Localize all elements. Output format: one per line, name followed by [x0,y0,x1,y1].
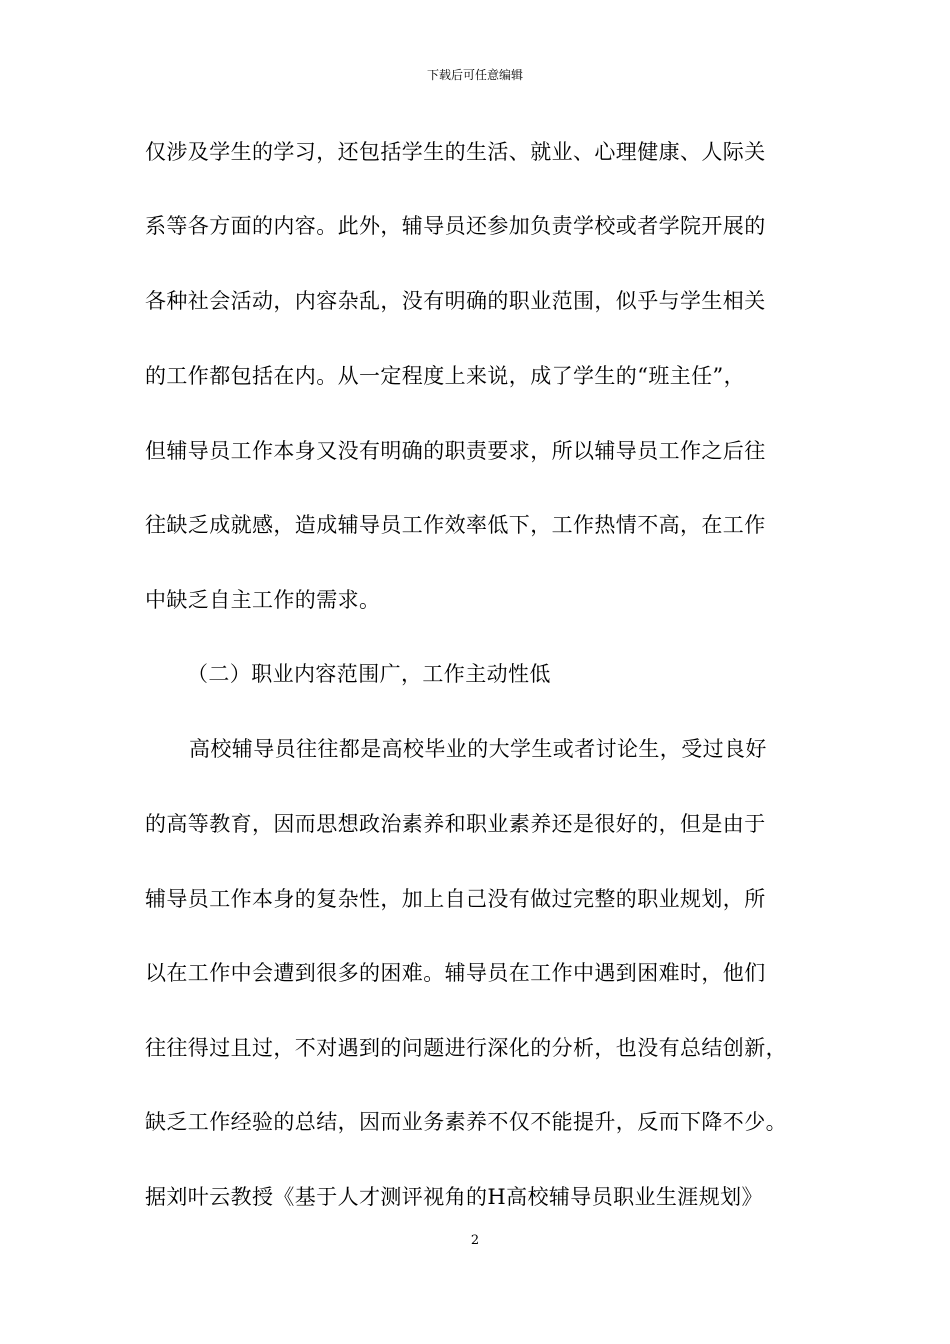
text-line: 往往得过且过，不对遇到的问题进行深化的分析，也没有总结创新， [145,1036,787,1060]
text-line: 的高等教育，因而思想政治素养和职业素养还是很好的，但是由于 [145,812,766,836]
text-line: 据刘叶云教授《基于人才测评视角的H高校辅导员职业生涯规划》 [145,1185,763,1209]
page-number: 2 [470,1233,480,1248]
text-line: 仅涉及学生的学习，还包括学生的生活、就业、心理健康、人际关 [145,140,766,164]
page-header: 下载后可任意编辑 [426,68,523,82]
text-line: 缺乏工作经验的总结，因而业务素养不仅不能提升，反而下降不少。 [145,1110,787,1134]
text-line: 中缺乏自主工作的需求。 [145,588,381,612]
section-heading: （二）职业内容范围广，工作主动性低 [187,662,551,686]
text-line: 但辅导员工作本身又没有明确的职责要求，所以辅导员工作之后往 [145,439,766,463]
text-line: 往缺乏成就感，造成辅导员工作效率低下，工作热情不高，在工作 [145,513,766,537]
text-line: 各种社会活动，内容杂乱，没有明确的职业范围，似乎与学生相关 [145,289,766,313]
text-line: 系等各方面的内容。此外，辅导员还参加负责学校或者学院开展的 [145,214,766,238]
text-line: 的工作都包括在内。从一定程度上来说，成了学生的“班主任”， [145,364,746,388]
text-line: 以在工作中会遭到很多的困难。辅导员在工作中遇到困难时，他们 [145,961,766,985]
text-line: 高校辅导员往往都是高校毕业的大学生或者讨论生，受过良好 [189,737,767,761]
text-line: 辅导员工作本身的复杂性，加上自己没有做过完整的职业规划，所 [145,887,766,911]
